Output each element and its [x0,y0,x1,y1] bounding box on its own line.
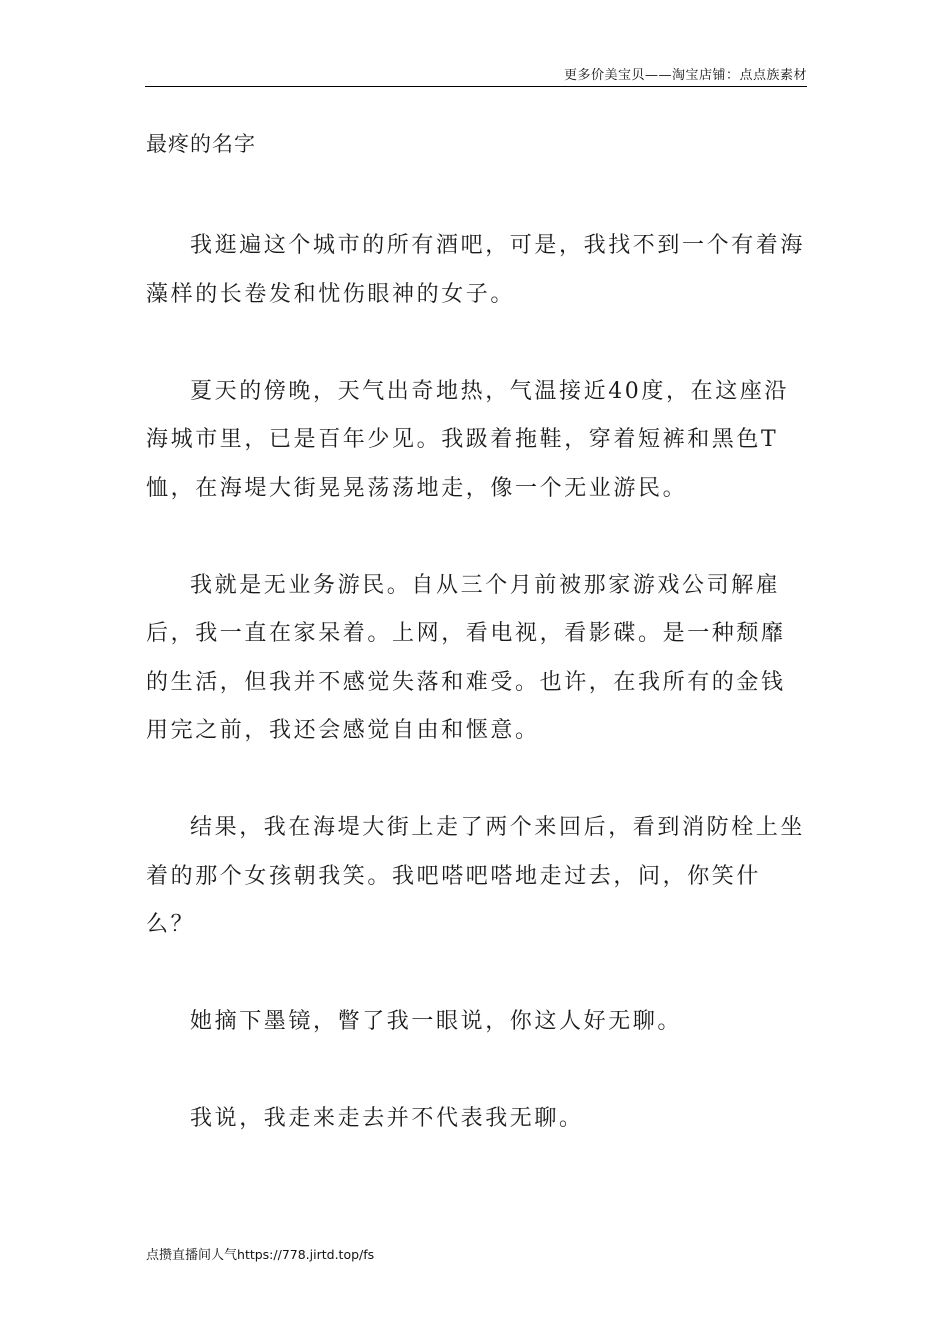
footer-label: 点攒直播间人气 [146,1248,238,1263]
paragraph: 我就是无业务游民。自从三个月前被那家游戏公司解雇后，我一直在家呆着。上网，看电视，看影碟。是一种颓靡的生活，但我并不感觉失落和难受。也许，在我所有的金钱用完之前，我还会感觉自由和惬意。 [146,572,786,743]
paragraph: 我说，我走来走去并不代表我无聊。 [190,1106,584,1131]
paragraph: 我逛遍这个城市的所有酒吧，可是，我找不到一个有着海藻样的长卷发和忧伤眼神的女子。 [146,233,806,307]
page-footer [146,1244,374,1263]
document-body [146,222,810,1144]
header-text: 更多价美宝贝——淘宝店铺：点点族素材 [563,68,807,83]
footer-link[interactable]: https://778.jirtd.top/fs [237,1247,375,1262]
paragraph: 夏天的傍晚，天气出奇地热，气温接近40度，在这座沿海城市里，已是百年少见。我趿着拖鞋，穿着短裤和黑色T恤，在海堤大街晃晃荡荡地走，像一个无业游民。 [146,378,789,501]
document-title: 最疼的名字 [146,132,256,156]
paragraph: 结果，我在海堤大街上走了两个来回后，看到消防栓上坐着的那个女孩朝我笑。我吧嗒吧嗒地走过去，问，你笑什么？ [146,815,806,937]
page-header [145,62,807,87]
paragraph: 她摘下墨镜，瞥了我一眼说，你这人好无聊。 [190,1009,683,1034]
